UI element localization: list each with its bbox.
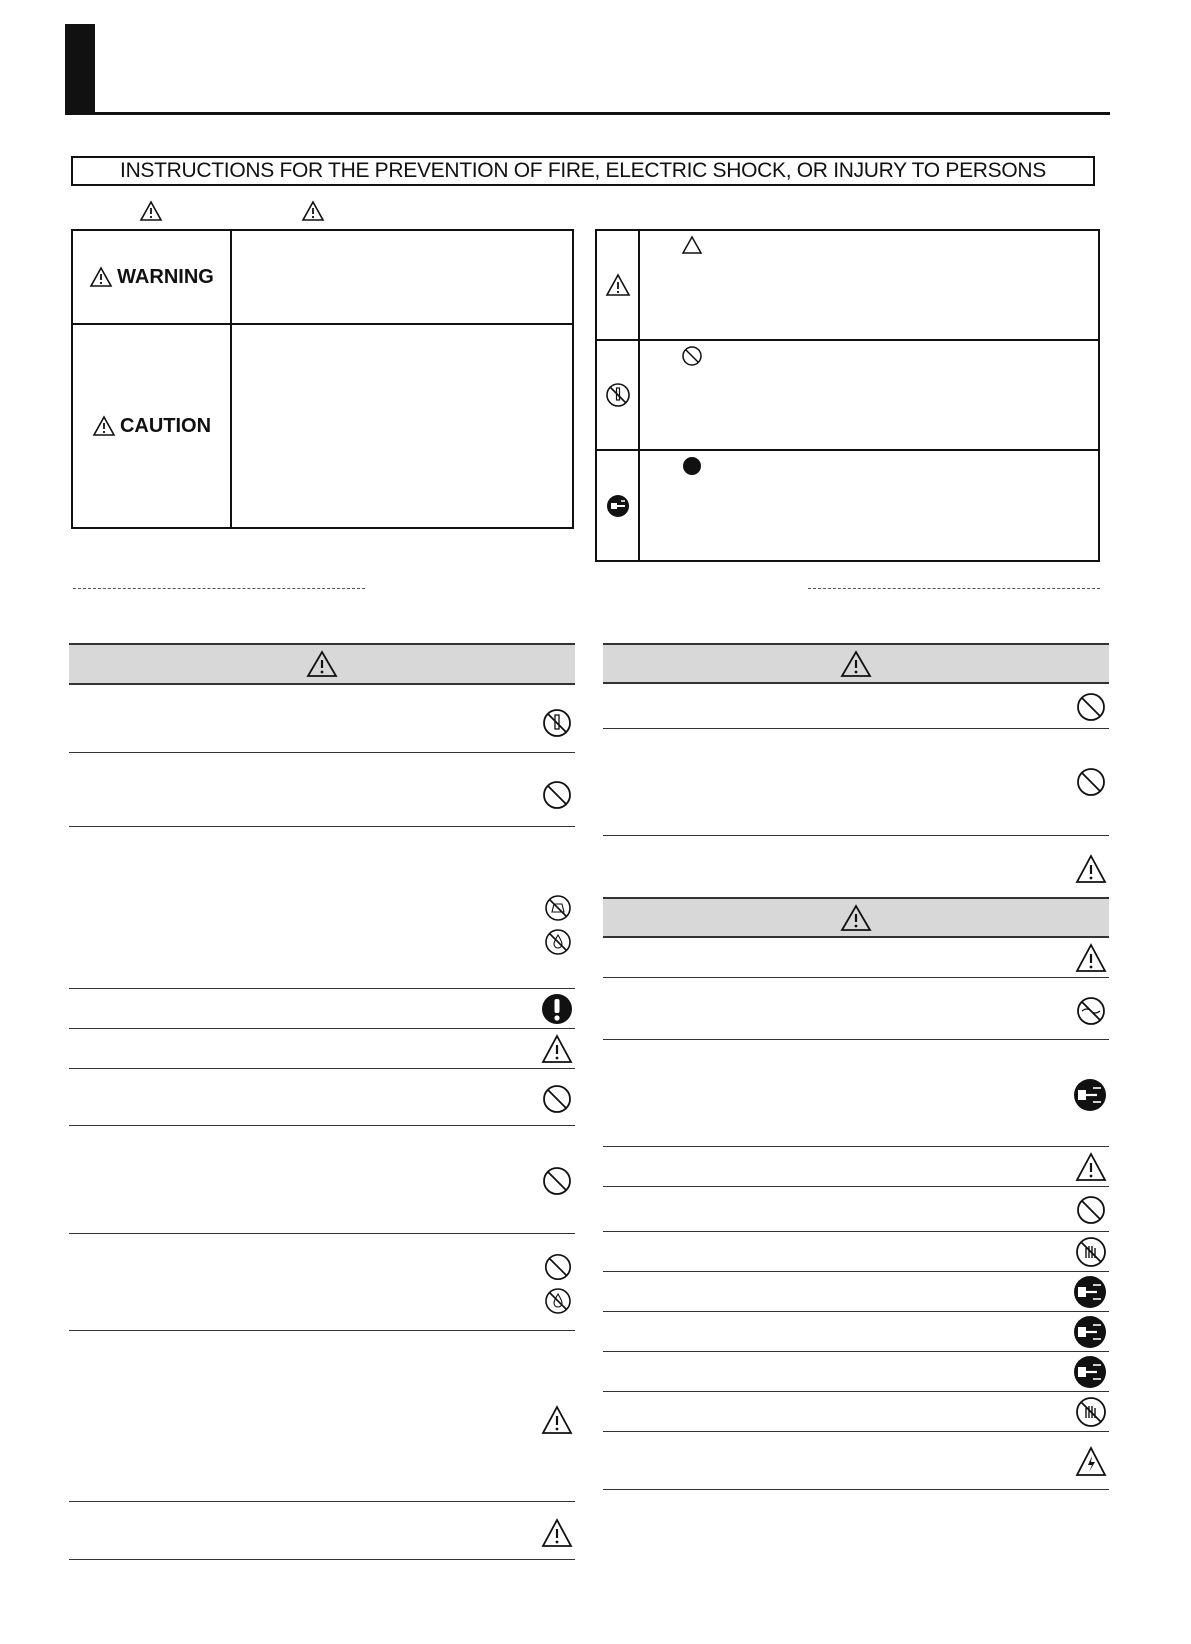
item-icons xyxy=(1075,995,1107,1027)
warning-item xyxy=(69,1502,575,1560)
item-icons xyxy=(1075,854,1107,884)
warning-item xyxy=(69,1331,575,1502)
item-icons xyxy=(1075,1152,1107,1182)
symbol-row-mandatory xyxy=(597,451,1098,560)
item-icons xyxy=(1075,1396,1107,1428)
warning-item xyxy=(69,753,575,827)
warning-triangle-icon xyxy=(840,904,872,932)
warning-item xyxy=(603,729,1109,836)
warning-section-left xyxy=(69,643,575,1561)
warning-triangle-icon xyxy=(541,1518,573,1548)
caution-item xyxy=(603,1432,1109,1490)
dashed-separator-right xyxy=(808,588,1100,589)
warning-triangle-icon xyxy=(541,1405,573,1435)
no-wet-hands-icon xyxy=(1075,1236,1107,1268)
warning-item xyxy=(69,1069,575,1126)
warning-triangle-icon xyxy=(92,415,116,437)
caution-item xyxy=(603,1040,1109,1147)
item-icons xyxy=(543,893,573,957)
warning-label-cell xyxy=(73,231,232,323)
caution-section-header xyxy=(603,897,1109,938)
warning-triangle-icon xyxy=(1075,854,1107,884)
item-icons xyxy=(1075,1194,1107,1226)
caution-item xyxy=(603,1187,1109,1232)
caution-item xyxy=(603,978,1109,1040)
item-icons xyxy=(541,1518,573,1548)
warning-triangle-icon xyxy=(1075,1152,1107,1182)
no-wet-hands-icon xyxy=(1075,1396,1107,1428)
caution-item xyxy=(603,1272,1109,1312)
warning-item xyxy=(69,989,575,1029)
item-icons xyxy=(1073,1275,1107,1309)
electric-shock-icon xyxy=(1075,1446,1107,1478)
warning-triangle-icon xyxy=(301,200,325,222)
no-disassembly-icon xyxy=(541,707,573,739)
item-icons xyxy=(541,1083,573,1115)
warning-triangle-icon xyxy=(139,200,163,222)
item-icons xyxy=(1075,1236,1107,1268)
instructions-title-text: INSTRUCTIONS FOR THE PREVENTION OF FIRE, ELECTRIC SHOCK, OR INJURY TO PERSONS xyxy=(120,159,1046,182)
prohibited-icon xyxy=(541,1165,573,1197)
item-icons xyxy=(541,1405,573,1435)
no-water-icon xyxy=(543,927,573,957)
warning-section-right xyxy=(603,643,1109,897)
caution-item xyxy=(603,1312,1109,1352)
item-icons xyxy=(541,1034,573,1064)
caution-item xyxy=(603,938,1109,978)
unplug-icon xyxy=(1073,1275,1107,1309)
warning-triangle-icon xyxy=(605,273,631,297)
symbol-legend-table xyxy=(595,229,1100,562)
no-cord-pull-icon xyxy=(1075,995,1107,1027)
no-disassembly-icon xyxy=(605,382,631,408)
warning-item xyxy=(603,836,1109,897)
item-icons xyxy=(1073,1355,1107,1389)
unplug-icon xyxy=(1073,1315,1107,1349)
warning-item xyxy=(69,827,575,989)
symbol-cell xyxy=(597,231,640,339)
symbol-cell xyxy=(597,451,640,560)
item-icons xyxy=(1075,1446,1107,1478)
item-icons xyxy=(1073,1315,1107,1349)
caution-item xyxy=(603,1147,1109,1187)
warning-item xyxy=(603,684,1109,729)
prohibited-icon xyxy=(543,1252,573,1282)
instructions-title-bar xyxy=(71,156,1095,186)
warning-item xyxy=(69,1126,575,1234)
warning-item xyxy=(69,1234,575,1331)
warning-item xyxy=(69,685,575,753)
unplug-icon xyxy=(605,493,631,519)
caution-item xyxy=(603,1232,1109,1272)
unplug-icon xyxy=(1073,1078,1107,1112)
symbol-cell xyxy=(597,341,640,449)
item-icons xyxy=(1075,691,1107,723)
prohibited-outline-icon xyxy=(681,345,703,367)
item-icons xyxy=(1073,1078,1107,1112)
prohibited-icon xyxy=(541,779,573,811)
caution-label-cell xyxy=(73,325,232,527)
no-water-icon xyxy=(543,1286,573,1316)
prohibited-icon xyxy=(541,1083,573,1115)
warning-item xyxy=(69,1029,575,1069)
prohibited-icon xyxy=(1075,766,1107,798)
header-rule xyxy=(65,112,1110,115)
warning-triangle-icon xyxy=(541,1034,573,1064)
warning-triangle-icon xyxy=(840,650,872,678)
item-icons xyxy=(1075,766,1107,798)
item-icons xyxy=(1075,943,1107,973)
caution-item xyxy=(603,1352,1109,1392)
prohibited-icon xyxy=(1075,691,1107,723)
caution-label: CAUTION xyxy=(119,414,212,437)
item-icons xyxy=(541,707,573,739)
prohibited-icon xyxy=(1075,1194,1107,1226)
dashed-separator-left xyxy=(73,588,365,589)
filled-circle-icon xyxy=(681,455,703,477)
section-header-block xyxy=(65,24,95,114)
symbol-row-triangle xyxy=(597,231,1098,341)
warning-legend-row xyxy=(73,231,572,325)
symbol-row-prohibited xyxy=(597,341,1098,451)
item-icons xyxy=(543,1252,573,1316)
warning-label: WARNING xyxy=(117,265,214,288)
caution-section-right xyxy=(603,897,1109,1492)
item-icons xyxy=(541,993,573,1025)
item-icons xyxy=(541,1165,573,1197)
caution-item xyxy=(603,1392,1109,1432)
no-water-icon xyxy=(543,893,573,923)
hazard-legend-table xyxy=(71,229,574,529)
item-icons xyxy=(541,779,573,811)
warning-section-header xyxy=(69,643,575,685)
warning-triangle-icon xyxy=(306,650,338,678)
unplug-icon xyxy=(1073,1355,1107,1389)
caution-legend-row xyxy=(73,325,572,527)
triangle-outline-icon xyxy=(681,235,703,255)
exclamation-mandatory-icon xyxy=(541,993,573,1025)
warning-section-header xyxy=(603,643,1109,684)
warning-triangle-icon xyxy=(1075,943,1107,973)
warning-triangle-icon xyxy=(89,266,113,288)
